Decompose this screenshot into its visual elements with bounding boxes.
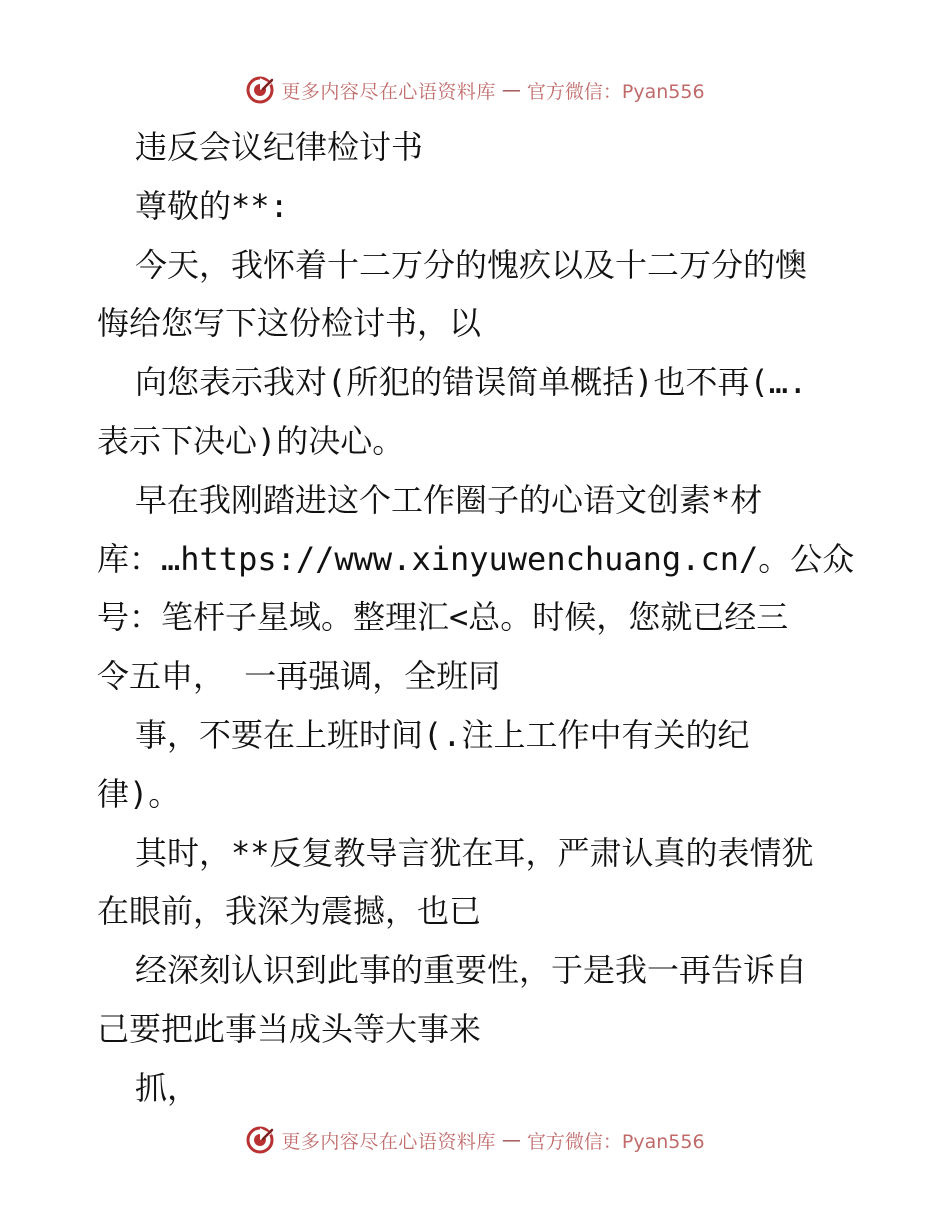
footer-banner-separator: — — [501, 1129, 521, 1151]
paragraph-line: 号：笔杆子星域。整理汇<总。时候，您就已经三 — [97, 598, 789, 637]
paragraph-line: 其时，**反复教导言犹在耳，严肃认真的表情犹 — [135, 833, 814, 872]
header-banner-text: 更多内容尽在心语资料库 — [281, 80, 496, 103]
footer-banner-wechat: 官方微信：Pyan556 — [526, 1130, 705, 1153]
paragraph-line: 向您表示我对(所犯的错误简单概括)也不再(…. — [135, 363, 808, 402]
salutation: 尊敬的**: — [135, 186, 289, 225]
paragraph-line: 令五申， 一再强调，全班同 — [97, 657, 501, 696]
paragraph-line: 事，不要在上班时间(.注上工作中有关的纪 — [135, 715, 750, 754]
paragraph-line: 经深刻认识到此事的重要性，于是我一再告诉自 — [135, 951, 808, 990]
footer-banner-text: 更多内容尽在心语资料库 — [281, 1130, 496, 1153]
paragraph-line: 表示下决心)的决心。 — [97, 421, 405, 460]
paragraph-line: 在眼前，我深为震撼，也已 — [97, 892, 482, 931]
document-title: 违反会议纪律检讨书 — [135, 128, 424, 166]
brand-logo-icon — [245, 1125, 275, 1155]
paragraph-line: 库：…https://www.xinyuwenchuang.cn/。公众 — [97, 539, 855, 578]
paragraph-line: 己要把此事当成头等大事来 — [97, 1009, 482, 1048]
footer-banner — [0, 1120, 950, 1160]
header-banner-separator: — — [501, 79, 521, 101]
paragraph-line: 悔给您写下这份检讨书，以 — [97, 304, 482, 343]
header-banner-wechat: 官方微信：Pyan556 — [526, 80, 705, 103]
brand-logo-icon — [245, 75, 275, 105]
paragraph-line: 律)。 — [97, 774, 181, 813]
paragraph-line: 抓， — [135, 1068, 200, 1107]
paragraph-line: 今天，我怀着十二万分的愧疚以及十二万分的懊 — [135, 245, 808, 284]
paragraph-line: 早在我刚踏进这个工作圈子的心语文创素*材 — [135, 480, 763, 519]
header-banner — [0, 70, 950, 110]
document-body — [97, 118, 867, 1118]
